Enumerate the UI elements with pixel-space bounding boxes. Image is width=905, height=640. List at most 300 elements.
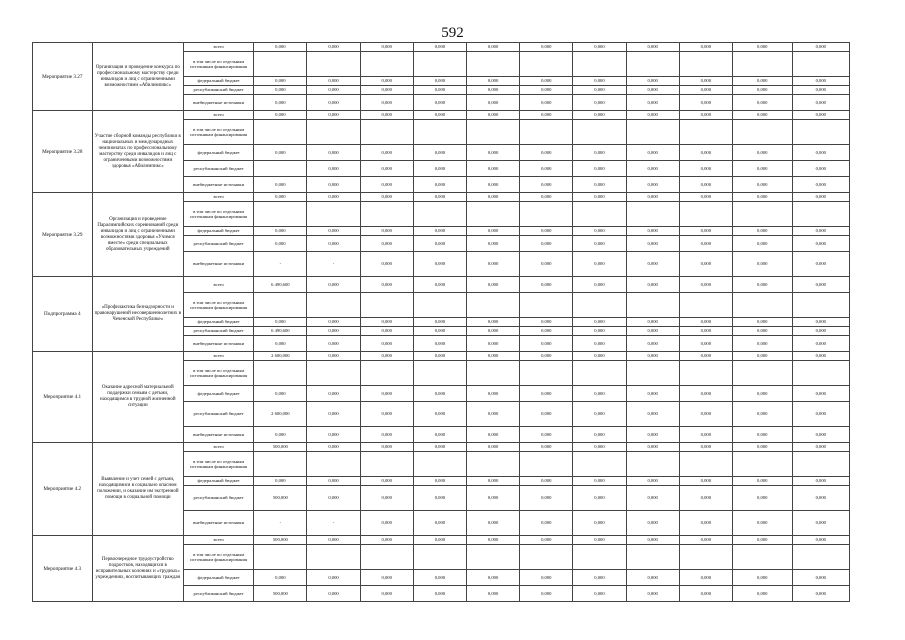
amount-cell xyxy=(573,293,626,318)
amount-cell: 0,000 xyxy=(307,193,360,202)
amount-cell xyxy=(307,545,360,570)
amount-cell: 0,000 xyxy=(360,336,413,352)
amount-cell: 0,000 xyxy=(520,161,573,177)
amount-cell: 0,000 xyxy=(732,177,792,193)
amount-cell xyxy=(573,545,626,570)
amount-cell xyxy=(467,202,520,227)
amount-cell: 0,000 xyxy=(626,327,679,336)
amount-cell: 0,000 xyxy=(360,586,413,602)
amount-cell: 0,000 xyxy=(792,570,850,586)
amount-cell: 0,000 xyxy=(679,443,732,452)
measure-name-cell: Мероприятие 4.3 xyxy=(33,536,93,602)
amount-cell: 0,000 xyxy=(307,477,360,486)
amount-cell: 0,000 xyxy=(679,402,732,427)
amount-cell xyxy=(307,202,360,227)
amount-cell: 0,000 xyxy=(467,477,520,486)
amount-cell: 0,000 xyxy=(732,386,792,402)
amount-cell: 0,000 xyxy=(679,77,732,86)
amount-cell: 0,000 xyxy=(307,427,360,443)
amount-cell: 0,000 xyxy=(732,145,792,161)
amount-cell: 0,000 xyxy=(520,77,573,86)
amount-cell: 0,000 xyxy=(792,95,850,111)
amount-cell: 0,000 xyxy=(626,145,679,161)
amount-cell: 0,000 xyxy=(573,43,626,52)
amount-cell xyxy=(413,120,466,145)
amount-cell: 0,000 xyxy=(626,236,679,252)
amount-cell: 0,000 xyxy=(792,511,850,536)
funding-source-cell: в том числе по отдельным источникам финансирования xyxy=(184,202,254,227)
amount-cell: 0,000 xyxy=(413,443,466,452)
amount-cell: 0,000 xyxy=(360,236,413,252)
amount-cell: 0,000 xyxy=(792,443,850,452)
amount-cell: 500,000 xyxy=(254,536,307,545)
amount-cell: 0,000 xyxy=(573,177,626,193)
amount-cell xyxy=(792,202,850,227)
amount-cell: 0,000 xyxy=(732,277,792,293)
amount-cell: 0,000 xyxy=(467,277,520,293)
amount-cell: 0,000 xyxy=(732,352,792,361)
amount-cell: 0,000 xyxy=(573,161,626,177)
amount-cell: 0,000 xyxy=(573,427,626,443)
amount-cell: 0,000 xyxy=(467,570,520,586)
funding-source-cell: республиканский бюджет xyxy=(184,327,254,336)
amount-cell xyxy=(732,52,792,77)
amount-cell: 0,000 xyxy=(307,327,360,336)
amount-cell xyxy=(732,545,792,570)
amount-cell: 0,000 xyxy=(360,193,413,202)
funding-source-cell: в том числе по отдельным источникам финансирования xyxy=(184,452,254,477)
amount-cell: 0,000 xyxy=(467,86,520,95)
amount-cell: 0,000 xyxy=(413,536,466,545)
amount-cell xyxy=(732,452,792,477)
amount-cell: 0,000 xyxy=(732,227,792,236)
amount-cell: 0,000 xyxy=(520,318,573,327)
measure-name-cell: Подпрограмма 4 xyxy=(33,277,93,352)
funding-source-cell: федеральный бюджет xyxy=(184,77,254,86)
amount-cell: 0,000 xyxy=(679,111,732,120)
amount-cell: 0,000 xyxy=(732,427,792,443)
amount-cell: 0,000 xyxy=(254,145,307,161)
amount-cell: 0,000 xyxy=(792,77,850,86)
amount-cell xyxy=(792,52,850,77)
amount-cell: 0,000 xyxy=(792,386,850,402)
amount-cell: 0,000 xyxy=(679,336,732,352)
amount-cell xyxy=(520,452,573,477)
amount-cell: 0,000 xyxy=(307,227,360,236)
amount-cell: 0,000 xyxy=(792,352,850,361)
amount-cell: 0,000 xyxy=(413,570,466,586)
amount-cell: 0,000 xyxy=(413,336,466,352)
amount-cell: 0,000 xyxy=(360,77,413,86)
amount-cell: 0,000 xyxy=(254,77,307,86)
amount-cell: 0,000 xyxy=(573,111,626,120)
measure-description-cell: Организация и проведение Паралимпийских соревнований среди инвалидов и лиц с ограниченными возможностями здоровья «Учимся вместе» среди специальных образовательных учреждений xyxy=(92,193,183,277)
amount-cell xyxy=(360,293,413,318)
table-row xyxy=(33,352,850,361)
amount-cell: 0,000 xyxy=(360,486,413,511)
funding-source-cell: всего xyxy=(184,277,254,293)
table-row xyxy=(33,536,850,545)
amount-cell: 0,000 xyxy=(573,570,626,586)
amount-cell: 0,000 xyxy=(307,43,360,52)
amount-cell: 0,000 xyxy=(679,43,732,52)
amount-cell: 0,000 xyxy=(520,43,573,52)
amount-cell: 0,000 xyxy=(467,193,520,202)
budget-table-body xyxy=(33,43,850,602)
amount-cell: 0,000 xyxy=(573,536,626,545)
amount-cell: 0,000 xyxy=(792,318,850,327)
amount-cell: 0,000 xyxy=(307,402,360,427)
budget-table xyxy=(32,42,850,602)
amount-cell: 0,000 xyxy=(573,352,626,361)
amount-cell: 0,000 xyxy=(792,427,850,443)
amount-cell: 0,000 xyxy=(732,486,792,511)
amount-cell: 2 600,000 xyxy=(254,402,307,427)
amount-cell: 0,000 xyxy=(360,43,413,52)
amount-cell: 0,000 xyxy=(520,427,573,443)
amount-cell xyxy=(467,293,520,318)
amount-cell: 0,000 xyxy=(254,386,307,402)
amount-cell: 0,000 xyxy=(413,177,466,193)
amount-cell: 0,000 xyxy=(626,570,679,586)
amount-cell xyxy=(413,361,466,386)
amount-cell: 0,000 xyxy=(732,477,792,486)
amount-cell: 500,000 xyxy=(254,586,307,602)
amount-cell: 0,000 xyxy=(307,536,360,545)
amount-cell: 0,000 xyxy=(254,227,307,236)
amount-cell: 0,000 xyxy=(413,145,466,161)
amount-cell: 0,000 xyxy=(626,86,679,95)
amount-cell xyxy=(467,545,520,570)
funding-source-cell: внебюджетные источники xyxy=(184,95,254,111)
amount-cell: 0,000 xyxy=(413,86,466,95)
amount-cell: 0,000 xyxy=(520,95,573,111)
amount-cell: 0,000 xyxy=(254,570,307,586)
table-row xyxy=(33,43,850,52)
amount-cell: 0,000 xyxy=(413,427,466,443)
amount-cell xyxy=(467,120,520,145)
amount-cell: 0,000 xyxy=(679,161,732,177)
amount-cell: 0,000 xyxy=(360,511,413,536)
amount-cell: 0,000 xyxy=(732,327,792,336)
amount-cell: 0,000 xyxy=(467,236,520,252)
amount-cell: 0,000 xyxy=(360,443,413,452)
amount-cell: 0,000 xyxy=(467,402,520,427)
amount-cell: 0,000 xyxy=(520,177,573,193)
amount-cell xyxy=(679,52,732,77)
amount-cell xyxy=(413,452,466,477)
amount-cell: 6 490,600 xyxy=(254,277,307,293)
funding-source-cell: федеральный бюджет xyxy=(184,570,254,586)
amount-cell xyxy=(626,361,679,386)
amount-cell: 0,000 xyxy=(626,193,679,202)
funding-source-cell: внебюджетные источники xyxy=(184,336,254,352)
amount-cell: 0,000 xyxy=(307,386,360,402)
amount-cell xyxy=(679,293,732,318)
amount-cell xyxy=(626,120,679,145)
amount-cell: 0,000 xyxy=(307,145,360,161)
amount-cell: 0,000 xyxy=(520,443,573,452)
amount-cell: 0,000 xyxy=(732,586,792,602)
amount-cell: 0,000 xyxy=(413,352,466,361)
amount-cell: 0,000 xyxy=(573,236,626,252)
amount-cell xyxy=(573,202,626,227)
amount-cell xyxy=(360,361,413,386)
amount-cell: 0,000 xyxy=(360,318,413,327)
amount-cell xyxy=(307,452,360,477)
amount-cell: 0,000 xyxy=(360,161,413,177)
amount-cell xyxy=(413,545,466,570)
amount-cell: 0,000 xyxy=(467,252,520,277)
amount-cell: 0,000 xyxy=(792,277,850,293)
amount-cell: 0,000 xyxy=(467,327,520,336)
amount-cell xyxy=(413,202,466,227)
funding-source-cell: федеральный бюджет xyxy=(184,318,254,327)
amount-cell: 0,000 xyxy=(679,570,732,586)
amount-cell: 0,000 xyxy=(626,177,679,193)
amount-cell xyxy=(792,361,850,386)
amount-cell: 0,000 xyxy=(679,427,732,443)
amount-cell: 0,000 xyxy=(254,318,307,327)
amount-cell: 0,000 xyxy=(732,43,792,52)
amount-cell xyxy=(732,202,792,227)
funding-source-cell: в том числе по отдельным источникам финансирования xyxy=(184,545,254,570)
amount-cell: 0,000 xyxy=(467,427,520,443)
amount-cell: 0,000 xyxy=(792,111,850,120)
amount-cell: 0,000 xyxy=(307,161,360,177)
measure-description-cell: «Профилактика безнадзорности и правонарушений несовершеннолетних в Чеченской Республике» xyxy=(92,277,183,352)
amount-cell xyxy=(467,361,520,386)
amount-cell xyxy=(254,120,307,145)
amount-cell: 0,000 xyxy=(520,236,573,252)
amount-cell: 0,000 xyxy=(520,336,573,352)
amount-cell xyxy=(360,52,413,77)
amount-cell: 0,000 xyxy=(413,327,466,336)
amount-cell: 0,000 xyxy=(520,511,573,536)
amount-cell: 0,000 xyxy=(626,352,679,361)
amount-cell: 0,000 xyxy=(413,193,466,202)
amount-cell: 0,000 xyxy=(360,177,413,193)
amount-cell: 0,000 xyxy=(360,227,413,236)
amount-cell xyxy=(254,361,307,386)
amount-cell xyxy=(679,545,732,570)
amount-cell: 0,000 xyxy=(573,252,626,277)
funding-source-cell: всего xyxy=(184,536,254,545)
amount-cell: 0,000 xyxy=(254,43,307,52)
amount-cell: 0,000 xyxy=(520,252,573,277)
amount-cell: 0,000 xyxy=(307,443,360,452)
funding-source-cell: внебюджетные источники xyxy=(184,177,254,193)
amount-cell xyxy=(360,120,413,145)
table-row xyxy=(33,277,850,293)
amount-cell: 0,000 xyxy=(626,486,679,511)
funding-source-cell: всего xyxy=(184,193,254,202)
funding-source-cell: республиканский бюджет xyxy=(184,236,254,252)
amount-cell: 0,000 xyxy=(467,336,520,352)
amount-cell xyxy=(520,293,573,318)
amount-cell: 0,000 xyxy=(573,443,626,452)
amount-cell: - xyxy=(254,511,307,536)
amount-cell xyxy=(626,293,679,318)
amount-cell xyxy=(254,202,307,227)
amount-cell: 0,000 xyxy=(573,318,626,327)
amount-cell: 0,000 xyxy=(413,43,466,52)
amount-cell: 0,000 xyxy=(467,43,520,52)
amount-cell: 0,000 xyxy=(520,86,573,95)
amount-cell: 0,000 xyxy=(732,95,792,111)
amount-cell: 0,000 xyxy=(520,402,573,427)
amount-cell xyxy=(254,161,307,177)
amount-cell: 0,000 xyxy=(679,486,732,511)
amount-cell: 0,000 xyxy=(413,386,466,402)
funding-source-cell: в том числе по отдельным источникам финансирования xyxy=(184,293,254,318)
amount-cell xyxy=(626,545,679,570)
amount-cell: 0,000 xyxy=(573,327,626,336)
amount-cell: 0,000 xyxy=(467,95,520,111)
amount-cell: 0,000 xyxy=(732,193,792,202)
amount-cell xyxy=(573,361,626,386)
amount-cell xyxy=(254,452,307,477)
amount-cell: 0,000 xyxy=(254,86,307,95)
amount-cell: 0,000 xyxy=(679,177,732,193)
amount-cell: 0,000 xyxy=(520,193,573,202)
amount-cell: 0,000 xyxy=(520,477,573,486)
measure-name-cell: Мероприятие 3.28 xyxy=(33,111,93,193)
amount-cell xyxy=(626,52,679,77)
measure-name-cell: Мероприятие 4.2 xyxy=(33,443,93,536)
amount-cell xyxy=(360,202,413,227)
funding-source-cell: всего xyxy=(184,43,254,52)
funding-source-cell: в том числе по отдельным источникам финансирования xyxy=(184,52,254,77)
amount-cell xyxy=(573,452,626,477)
amount-cell: 0,000 xyxy=(626,161,679,177)
amount-cell: 0,000 xyxy=(413,402,466,427)
amount-cell: 0,000 xyxy=(520,536,573,545)
amount-cell: 0,000 xyxy=(360,95,413,111)
funding-source-cell: федеральный бюджет xyxy=(184,386,254,402)
amount-cell: 0,000 xyxy=(573,227,626,236)
funding-source-cell: федеральный бюджет xyxy=(184,477,254,486)
amount-cell: 0,000 xyxy=(467,536,520,545)
amount-cell: 0,000 xyxy=(626,252,679,277)
amount-cell: 0,000 xyxy=(732,252,792,277)
funding-source-cell: республиканский бюджет xyxy=(184,402,254,427)
amount-cell: 0,000 xyxy=(307,111,360,120)
amount-cell: 0,000 xyxy=(254,336,307,352)
amount-cell: 0,000 xyxy=(360,477,413,486)
funding-source-cell: внебюджетные источники xyxy=(184,427,254,443)
amount-cell: 0,000 xyxy=(467,586,520,602)
amount-cell: 0,000 xyxy=(254,177,307,193)
table-row xyxy=(33,111,850,120)
amount-cell: 0,000 xyxy=(679,145,732,161)
amount-cell: 0,000 xyxy=(520,277,573,293)
amount-cell: 0,000 xyxy=(413,486,466,511)
funding-source-cell: республиканский бюджет xyxy=(184,161,254,177)
amount-cell: 0,000 xyxy=(732,111,792,120)
amount-cell: 0,000 xyxy=(679,352,732,361)
amount-cell: 2 600,000 xyxy=(254,352,307,361)
amount-cell: 0,000 xyxy=(573,477,626,486)
amount-cell xyxy=(679,202,732,227)
amount-cell: 0,000 xyxy=(467,352,520,361)
amount-cell: 0,000 xyxy=(520,327,573,336)
amount-cell: 0,000 xyxy=(626,111,679,120)
funding-source-cell: федеральный бюджет xyxy=(184,227,254,236)
amount-cell: 0,000 xyxy=(467,318,520,327)
amount-cell xyxy=(679,452,732,477)
page-number: 592 xyxy=(441,25,464,41)
amount-cell: 6 490,600 xyxy=(254,327,307,336)
funding-source-cell: федеральный бюджет xyxy=(184,145,254,161)
amount-cell: 0,000 xyxy=(413,161,466,177)
amount-cell: 0,000 xyxy=(413,477,466,486)
amount-cell: 0,000 xyxy=(573,193,626,202)
amount-cell: 0,000 xyxy=(679,586,732,602)
funding-source-cell: всего xyxy=(184,443,254,452)
amount-cell xyxy=(360,545,413,570)
amount-cell: 0,000 xyxy=(520,486,573,511)
amount-cell: 0,000 xyxy=(626,95,679,111)
amount-cell: 0,000 xyxy=(467,386,520,402)
amount-cell: 0,000 xyxy=(360,536,413,545)
amount-cell: 0,000 xyxy=(792,586,850,602)
amount-cell: 0,000 xyxy=(573,77,626,86)
funding-source-cell: республиканский бюджет xyxy=(184,86,254,95)
amount-cell: 0,000 xyxy=(732,86,792,95)
amount-cell: 0,000 xyxy=(732,77,792,86)
amount-cell xyxy=(520,202,573,227)
amount-cell xyxy=(520,361,573,386)
amount-cell: 0,000 xyxy=(626,477,679,486)
amount-cell: 0,000 xyxy=(307,95,360,111)
amount-cell: 0,000 xyxy=(467,511,520,536)
amount-cell: 0,000 xyxy=(679,227,732,236)
amount-cell: 0,000 xyxy=(732,443,792,452)
amount-cell: 0,000 xyxy=(573,95,626,111)
funding-source-cell: всего xyxy=(184,111,254,120)
amount-cell: 0,000 xyxy=(467,77,520,86)
amount-cell: 0,000 xyxy=(626,277,679,293)
amount-cell: 0,000 xyxy=(679,318,732,327)
amount-cell xyxy=(679,361,732,386)
amount-cell: 0,000 xyxy=(792,252,850,277)
amount-cell: - xyxy=(254,252,307,277)
amount-cell: 0,000 xyxy=(679,511,732,536)
amount-cell: 0,000 xyxy=(573,511,626,536)
amount-cell xyxy=(307,52,360,77)
amount-cell: 0,000 xyxy=(679,86,732,95)
amount-cell: 0,000 xyxy=(792,227,850,236)
amount-cell: 0,000 xyxy=(307,586,360,602)
amount-cell: 0,000 xyxy=(360,111,413,120)
amount-cell: 0,000 xyxy=(520,111,573,120)
amount-cell: 0,000 xyxy=(360,570,413,586)
amount-cell: 0,000 xyxy=(413,227,466,236)
amount-cell xyxy=(307,293,360,318)
amount-cell: 0,000 xyxy=(679,386,732,402)
amount-cell: 0,000 xyxy=(520,386,573,402)
amount-cell: 0,000 xyxy=(679,277,732,293)
amount-cell: 0,000 xyxy=(360,352,413,361)
amount-cell: 0,000 xyxy=(626,77,679,86)
amount-cell xyxy=(573,120,626,145)
amount-cell: 0,000 xyxy=(573,277,626,293)
amount-cell: 0,000 xyxy=(413,77,466,86)
amount-cell: 0,000 xyxy=(573,145,626,161)
amount-cell: 0,000 xyxy=(626,402,679,427)
funding-source-cell: республиканский бюджет xyxy=(184,486,254,511)
